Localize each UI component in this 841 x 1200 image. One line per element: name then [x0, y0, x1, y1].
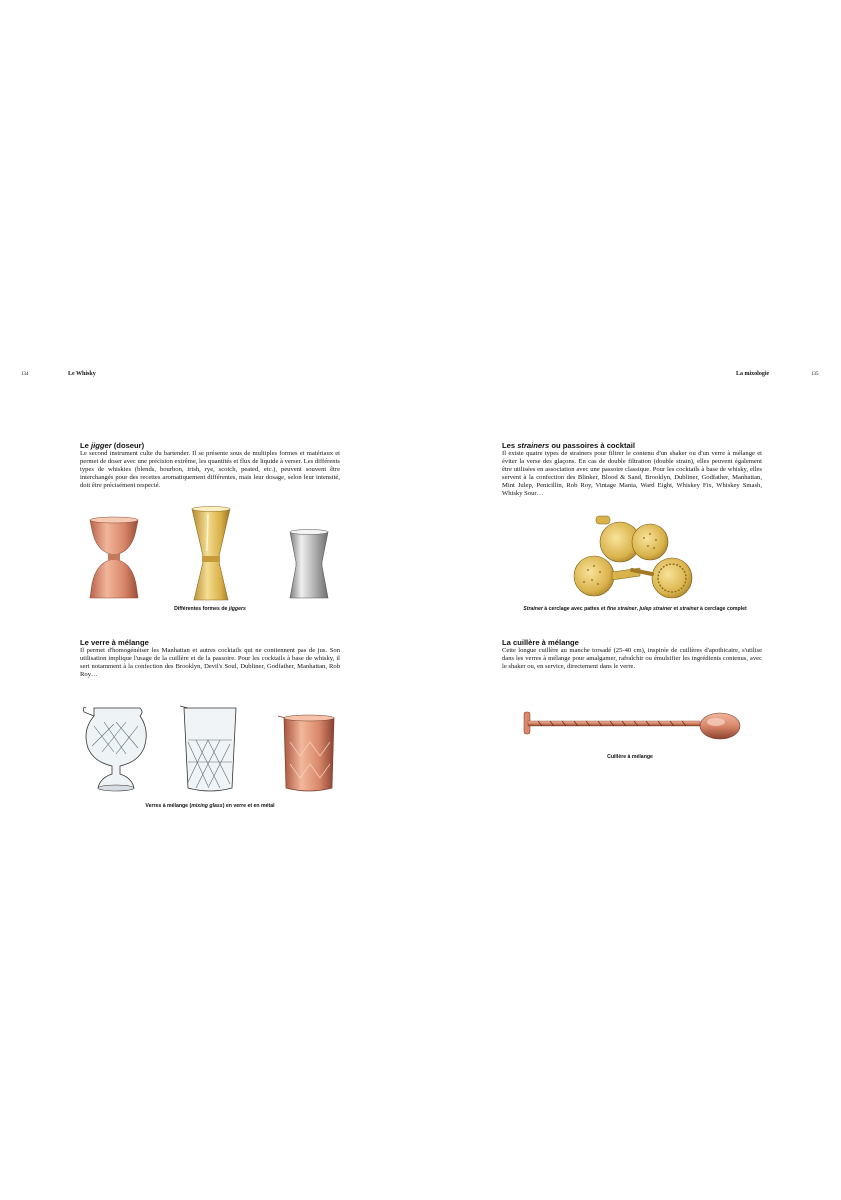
strainers-caption: Strainer à cerclage avec pattes et fine strainer, julep strainer et strainer à cerclage complet: [523, 606, 747, 612]
jigger-body: Le second instrument culte du bartender. Il se présente sous de multiples formes et matériaux et permet de doser avec une précision extrême, les quantités et flux de liquide à verser. Les différents types de whiskies (blends, bourbon, irish, rye, scotch, peated, etc.), peuvent souvent être interchangés pour des recettes aromatiquement différentes, mais leur dosage, selon leur intensité, doit être précisément respecté.: [80, 450, 340, 490]
mixing-glass-section: [80, 638, 340, 679]
left-running-head: Le Whisky: [68, 371, 96, 377]
spoon-body: Cette longue cuillère au manche torsadé (25-40 cm), inspirée de cuillères d'apothicaire, s'utilise dans les verres à mélange pour amalgamer, rafraîchir ou émulsifier les ingrédients contenus, avec le shaker ou, en service, directement dans le verre.: [502, 647, 762, 671]
left-folio: 134: [21, 372, 29, 377]
right-running-head: La mixologie: [736, 371, 770, 377]
strainers-illustration: [568, 512, 700, 600]
jigger-heading: Le jigger (doseur): [80, 441, 145, 450]
spoon-section: [502, 638, 762, 671]
mixing-glass-heading: Le verre à mélange: [80, 638, 149, 647]
strainers-body: Il existe quatre types de strainers pour filtrer le contenu d'un shaker ou d'un verre à mélange et éviter la verse des glaçons. En cas de double filtration (double strain), elles peuvent également être utilisées en association avec une passoire classique. Pour les cocktails à base de whisky, elles servent à la confection des Blinker, Blood & Sand, Brooklyn, Dubliner, Godfather, Manhattan, Mint Julep, Penicillin, Rob Roy, Vintage Mania, Ward Eight, Whiskey Fix, Whiskey Smash, Whisky Sour…: [502, 450, 762, 498]
right-folio: 135: [811, 372, 819, 377]
copper-mixing-glass-illustration: [276, 712, 340, 794]
gold-japanese-jigger-illustration: [188, 506, 234, 604]
steel-jigger-illustration: [286, 528, 332, 602]
glass-mixing-glass-illustration: [178, 702, 242, 796]
bar-spoon-illustration: [520, 706, 744, 746]
jigger-caption: Différentes formes de jiggers: [174, 606, 246, 612]
spoon-heading: La cuillère à mélange: [502, 638, 579, 647]
stemmed-mixing-glass-illustration: [80, 702, 152, 794]
copper-jigger-illustration: [86, 512, 142, 602]
jigger-section: [80, 441, 340, 490]
spoon-caption: Cuillère à mélange: [607, 754, 653, 760]
strainers-heading: Les strainers ou passoires à cocktail: [502, 441, 635, 450]
strainers-section: [502, 441, 762, 499]
mixing-glass-caption: Verres à mélange (mixing glass) en verre et en métal: [145, 803, 275, 809]
mixing-glass-body: Il permet d'homogénéiser les Manhattan et autres cocktails qui ne contiennent pas de jus. Son utilisation implique l'usage de la cuillère et de la passoire. Pour les cocktails à base de whisky, il sert notamment à la confection des Brooklyn, Devil's Soul, Dubliner, Godfather, Manhattan, Rob Roy…: [80, 647, 340, 679]
